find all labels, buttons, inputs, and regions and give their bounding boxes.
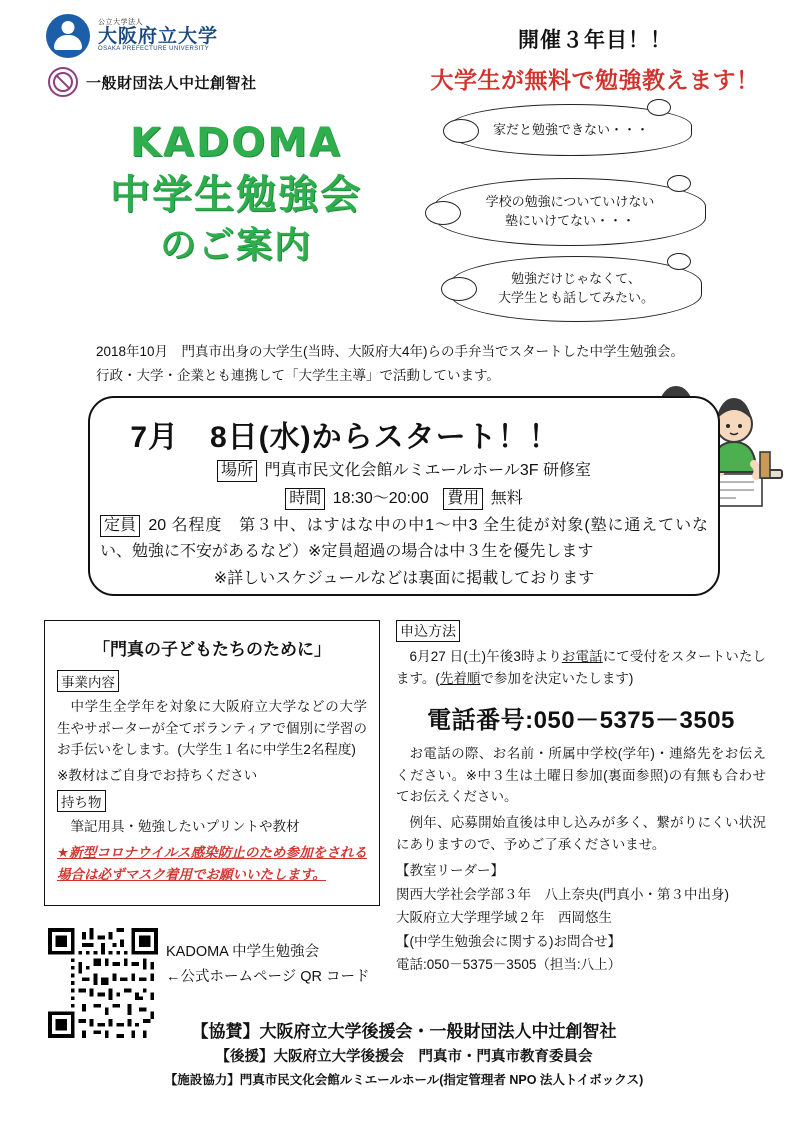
materials-note: ※教材はご自身でお持ちください (57, 767, 258, 783)
speech-cloud-3-line-2: 大学生とも話してみたい。 (497, 290, 654, 305)
classroom-leader-label: 【教室リーダー】 (396, 863, 504, 879)
speech-cloud-2-line-2: 塾にいけてない・・・ (504, 213, 635, 228)
belongings-label: 持ち物 (57, 790, 106, 812)
phone-number-headline: 電話番号:050－5375－3505 (427, 706, 735, 734)
application-info-column (396, 620, 766, 978)
event-place-label: 場所 (217, 460, 257, 482)
footer (0, 1018, 808, 1091)
apply-method-label: 申込方法 (396, 620, 460, 642)
inquiry-label: 【(中学生勉強会に関する)お問合せ】 (396, 933, 621, 949)
footer-facility-cooperation: 【施設協力】門真市民文化会館ルミエールホール(指定管理者 NPO 法人トイボックス) (164, 1072, 644, 1087)
event-fee-value: 無料 (490, 489, 523, 507)
title-line-3: のご案内 (159, 225, 312, 266)
apply-method-body (396, 646, 766, 690)
nakatsuji-foundation-logo (48, 67, 257, 97)
apply-decision-text: で参加を決定いたします) (480, 670, 634, 686)
event-capacity-row (100, 513, 708, 564)
event-time-value: 18:30～20:00 (332, 489, 429, 507)
event-details-lines (100, 458, 708, 594)
event-start-date: 7月 8日(水)からスタート！！ (130, 421, 560, 454)
speech-cloud-1-text: 家だと勉強できない・・・ (492, 121, 649, 137)
speech-cloud-3-line-1: 勉強だけじゃなくて、 (511, 271, 641, 287)
university-name-ja: 大阪府立大学 (98, 25, 219, 47)
event-time-label: 時間 (285, 488, 325, 510)
footer-sponsors: 【協賛】大阪府立大学後援会・一般財団法人中辻創智社 (191, 1022, 617, 1041)
headline-block (400, 24, 790, 95)
qr-caption (166, 940, 384, 989)
event-capacity-label: 定員 (100, 515, 140, 537)
speech-cloud-3 (450, 256, 702, 322)
university-kind-label: 公立大学法人 (98, 19, 143, 27)
footer-supporters: 【後援】大阪府立大学後援会 門真市・門真市教育委員会 (215, 1049, 593, 1066)
intro-line-2: 行政・大学・企業とも連携して「大学生主導」で活動しています。 (96, 367, 500, 383)
business-content-body: 中学生全学年を対象に大阪府立大学などの大学生やサポーターが全てボランティアで個別に学習のお手伝いをします。(大学生１名に中学生2名程度) (57, 699, 367, 758)
university-logo-text (98, 19, 218, 53)
headline-line-1: 開催３年目！！ (518, 29, 672, 52)
belongings-body: 筆記用具・勉強したいプリントや教材 (70, 819, 300, 835)
speech-cloud-2-line-1: 学校の勉強についていけない (485, 194, 655, 210)
intro-line-1: 2018年10月 門真市出身の大学生(当時、大阪府大4年)らの手弁当でスタートした中学生勉強会。 (96, 344, 685, 359)
headline-line-2: 大学生が無料で勉強教えます！ (430, 67, 760, 93)
classroom-leader-2: 大阪府立大学理学域２年 西岡悠生 (396, 910, 612, 926)
covid-warning: ★新型コロナウイルス感染防止のため参加をされる場合は必ずマスク着用でお願いいたします。 (57, 844, 367, 882)
apply-start-date: 6月27 日(土)午後3時より (409, 649, 562, 664)
foundation-emblem-icon (48, 67, 78, 97)
event-place-row (100, 458, 708, 484)
event-schedule-note: ※詳しいスケジュールなどは裏面に掲載しております (213, 570, 595, 588)
program-overview-heading: 「門真の子どもたちのために」 (93, 640, 331, 659)
inquiry-phone: 電話:050－5375－3505（担当:八上） (396, 957, 622, 973)
speech-cloud-1 (450, 104, 692, 156)
phone-call-instructions: お電話の際、お名前・所属中学校(学年)・連絡先をお伝えください。※中３生は土曜日参加(裏面参照)の有無も合わせてお伝えください。 (396, 745, 766, 805)
university-name-en: OSAKA PREFECTURE UNIVERSITY (98, 46, 210, 53)
program-overview-box (44, 620, 380, 906)
event-capacity-value: 20 名程度 第３中、はすはな中の中1～中3 全生徒が対象(塾に通えていない、勉強に不安があるなど）※定員超過の場合は中３生を優先します (100, 517, 708, 560)
university-emblem-icon (46, 14, 90, 58)
event-time-fee-row (100, 486, 708, 512)
business-content-label: 事業内容 (57, 670, 119, 692)
qr-caption-line-2: ←公式ホームページ QR コード (166, 968, 370, 985)
busy-line-note: 例年、応募開始直後は申し込みが多く、繋がりにくい状況にありますので、予めご了承くださいませ。 (396, 815, 766, 853)
apply-by-phone-underline: お電話 (561, 649, 603, 664)
event-fee-label: 費用 (443, 488, 483, 510)
first-come-underline: 先着順 (439, 670, 481, 686)
page-title (76, 118, 396, 271)
qr-caption-line-1: KADOMA 中学生勉強会 (166, 944, 320, 960)
title-line-2: 中学生勉強会 (110, 172, 362, 218)
osaka-prefecture-university-logo (46, 14, 218, 58)
classroom-leader-1: 関西大学社会学部３年 八上奈央(門真小・第３中出身) (396, 886, 729, 902)
speech-cloud-2 (434, 178, 706, 246)
event-place-value: 門真市民文化会館ルミエールホール3F 研修室 (264, 462, 591, 479)
foundation-name: 一般財団法人中辻創智社 (86, 74, 257, 92)
title-line-1: KADOMA (130, 120, 342, 166)
apply-reception-text: にて受付をスタートいたします。( (396, 649, 766, 686)
